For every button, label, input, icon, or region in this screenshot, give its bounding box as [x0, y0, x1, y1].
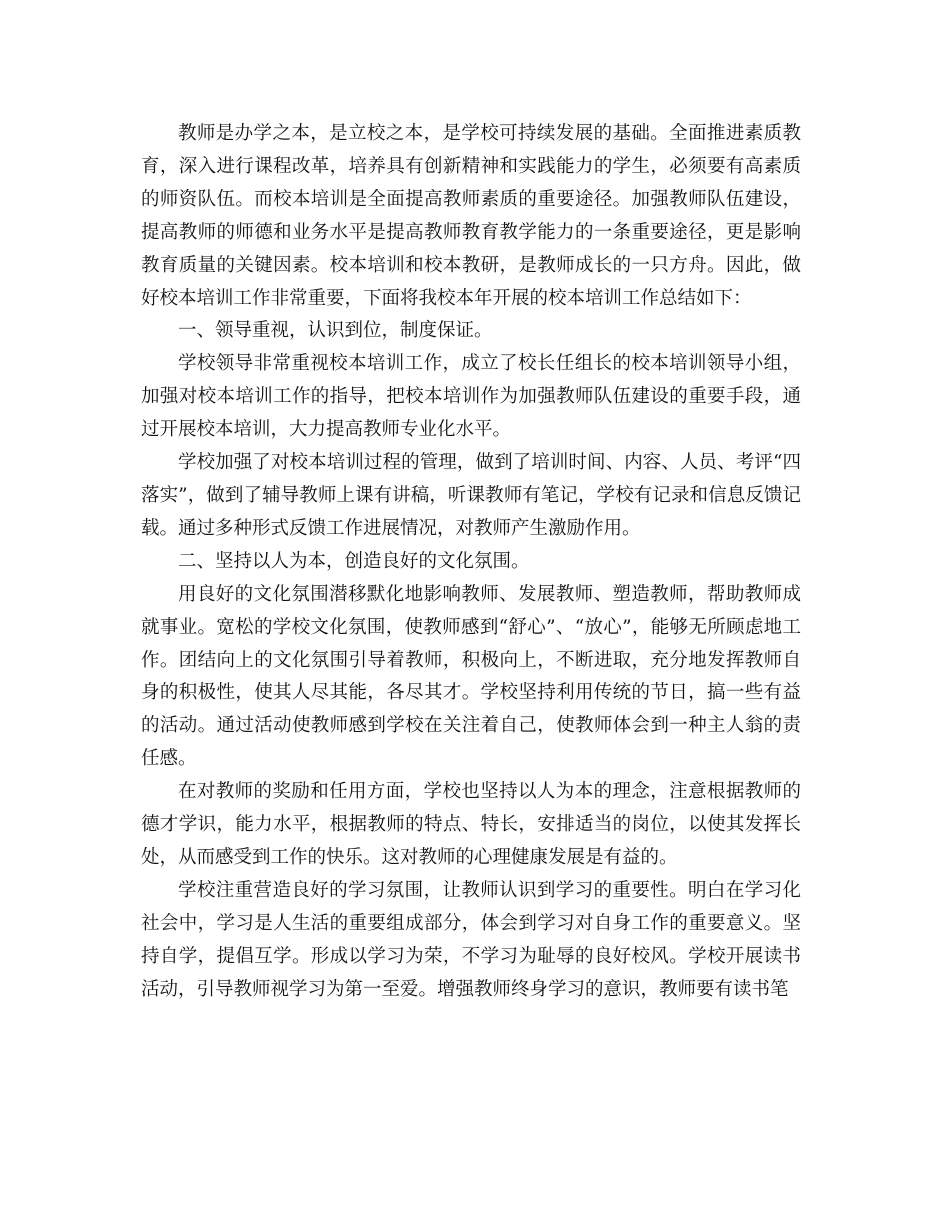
paragraph-management: 学校加强了对校本培训过程的管理，做到了培训时间、内容、人员、考评“四落实”，做到了辅导教师上课有讲稿，听课教师有笔记，学校有记录和信息反馈记载。通过多种形式反馈工作进展情况，对教师产生激励作用。	[141, 452, 801, 539]
paragraph-culture: 用良好的文化氛围潜移默化地影响教师、发展教师、塑造教师，帮助教师成就事业。宽松的学校文化氛围，使教师感到“舒心”、“放心”，能够无所顾虑地工作。团结向上的文化氛围引导着教师，积极向上，不断进取，充分地发挥教师自身的积极性，使其人尽其能，各尽其才。学校坚持利用传统的节日，搞一些有益的活动。通过活动使教师感到学校在关注着自己，使教师体会到一种主人翁的责任感。	[141, 583, 801, 770]
paragraph-leadership: 学校领导非常重视校本培训工作，成立了校长任组长的校本培训领导小组，加强对校本培训工作的指导，把校本培训作为加强教师队伍建设的重要手段，通过开展校本培训，大力提高教师专业化水平。	[141, 353, 801, 441]
document-body	[141, 118, 801, 1006]
section-heading-2: 二、坚持以人为本，创造良好的文化氛围。	[178, 550, 530, 572]
paragraph-intro: 教师是办学之本，是立校之本，是学校可持续发展的基础。全面推进素质教育，深入进行课程改革，培养具有创新精神和实践能力的学生，必须要有高素质的师资队伍。而校本培训是全面提高教师素质的重要途径。加强教师队伍建设，提高教师的师德和业务水平是提高教师教育教学能力的一条重要途径，更是影响教育质量的关键因素。校本培训和校本教研，是教师成长的一只方舟。因此，做好校本培训工作非常重要，下面将我校本年开展的校本培训工作总结如下：	[141, 123, 801, 309]
paragraph-learning: 学校注重营造良好的学习氛围，让教师认识到学习的重要性。明白在学习化社会中，学习是人生活的重要组成部分，体会到学习对自身工作的重要意义。坚持自学，提倡互学。形成以学习为荣，不学习为耻辱的良好校风。学校开展读书活动，引导教师视学习为第一至爱。增强教师终身学习的意识，教师要有读书笔	[141, 879, 801, 1000]
paragraph-rewards: 在对教师的奖励和任用方面，学校也坚持以人为本的理念，注意根据教师的德才学识，能力水平，根据教师的特点、特长，安排适当的岗位，以使其发挥长处，从而感受到工作的快乐。这对教师的心理健康发展是有益的。	[141, 781, 801, 868]
section-heading-1: 一、领导重视，认识到位，制度保证。	[178, 320, 493, 342]
